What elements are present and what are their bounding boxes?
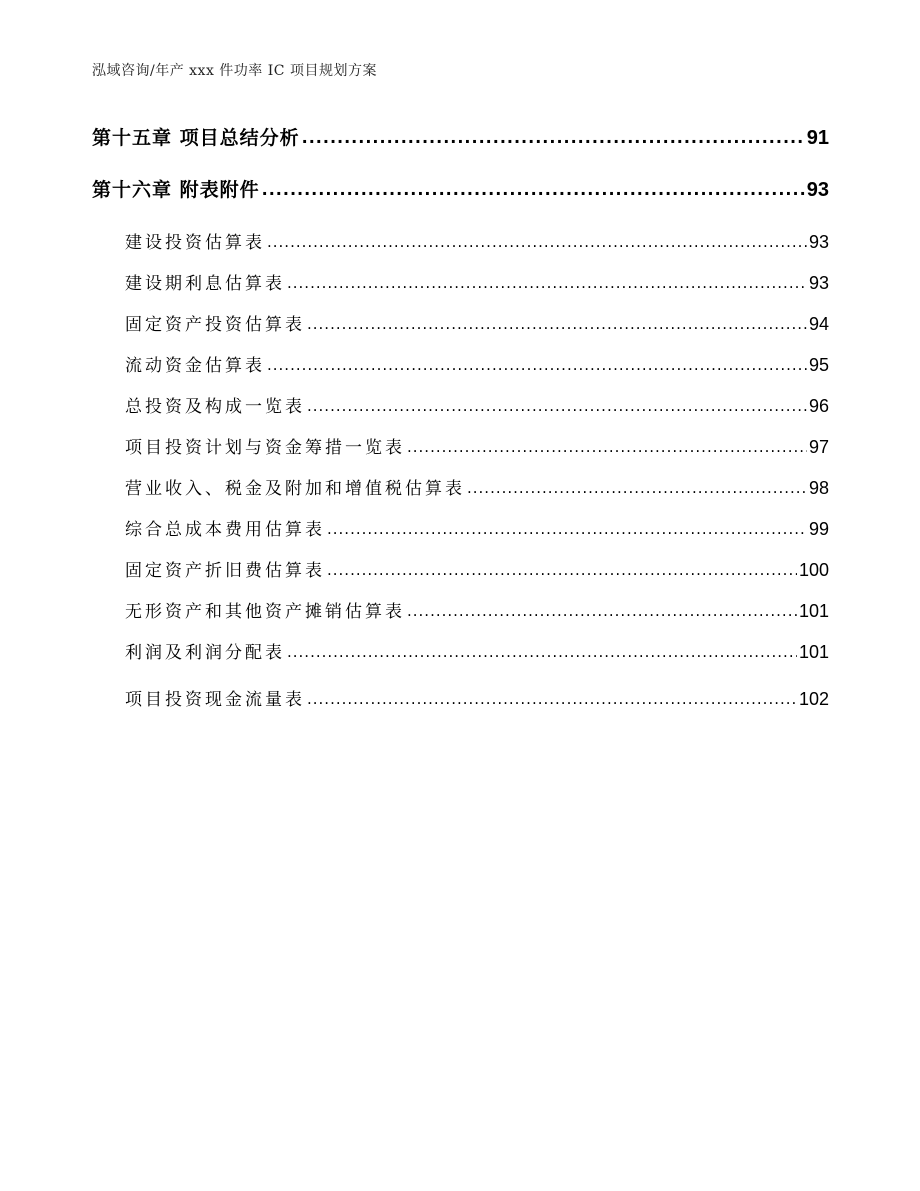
toc-dot-leader xyxy=(407,601,797,621)
toc-page-number: 100 xyxy=(798,560,829,580)
toc-entry-title: 项目投资计划与资金筹措一览表 xyxy=(125,438,405,458)
toc-dot-leader xyxy=(307,396,807,416)
toc-item[interactable] xyxy=(125,685,829,710)
toc-page-number: 91 xyxy=(806,127,829,149)
toc-item[interactable] xyxy=(125,392,829,417)
toc-entry-title: 建设投资估算表 xyxy=(125,233,265,253)
toc-page-number: 96 xyxy=(808,396,829,416)
toc-dot-leader xyxy=(467,478,807,498)
toc-chapter-15[interactable] xyxy=(92,123,829,150)
toc-item[interactable] xyxy=(125,638,829,663)
toc-dot-leader xyxy=(302,126,805,148)
toc-page-number: 94 xyxy=(808,314,829,334)
toc-page-number: 93 xyxy=(808,273,829,293)
page-header: 泓域咨询/年产 xxx 件功率 IC 项目规划方案 xyxy=(92,63,377,79)
toc-entry-title: 固定资产折旧费估算表 xyxy=(125,561,325,581)
toc-entry-title: 固定资产投资估算表 xyxy=(125,315,305,335)
toc-entry-title: 总投资及构成一览表 xyxy=(125,397,305,417)
toc-dot-leader xyxy=(307,314,807,334)
toc-item[interactable] xyxy=(125,597,829,622)
toc-entry-title: 利润及利润分配表 xyxy=(125,643,285,663)
toc-item[interactable] xyxy=(125,351,829,376)
toc-entry-title: 流动资金估算表 xyxy=(125,356,265,376)
toc-item[interactable] xyxy=(125,556,829,581)
toc-entry-title: 建设期利息估算表 xyxy=(125,274,285,294)
toc-dot-leader xyxy=(407,437,807,457)
toc-entry-title: 无形资产和其他资产摊销估算表 xyxy=(125,602,405,622)
toc-item[interactable] xyxy=(125,269,829,294)
toc-page-number: 102 xyxy=(798,689,829,709)
toc-page-number: 99 xyxy=(808,519,829,539)
toc-item[interactable] xyxy=(125,310,829,335)
toc-item[interactable] xyxy=(125,515,829,540)
toc-entry-title: 项目投资现金流量表 xyxy=(125,690,305,710)
toc-page-number: 93 xyxy=(808,232,829,252)
toc-item[interactable] xyxy=(125,433,829,458)
toc-item[interactable] xyxy=(125,474,829,499)
toc-page-number: 101 xyxy=(798,601,829,621)
toc-dot-leader xyxy=(287,642,797,662)
toc-entry-title: 综合总成本费用估算表 xyxy=(125,520,325,540)
toc-page-number: 93 xyxy=(806,179,829,201)
toc-dot-leader xyxy=(327,519,807,539)
toc-page-number: 97 xyxy=(808,437,829,457)
toc-page-number: 98 xyxy=(808,478,829,498)
toc-page-number: 95 xyxy=(808,355,829,375)
toc-entry-title: 第十六章 附表附件 xyxy=(92,179,260,201)
toc-entry-title: 第十五章 项目总结分析 xyxy=(92,127,300,149)
toc-dot-leader xyxy=(327,560,797,580)
toc-item[interactable] xyxy=(125,228,829,253)
toc-page-number: 101 xyxy=(798,642,829,662)
toc-dot-leader xyxy=(262,178,805,200)
toc-dot-leader xyxy=(307,689,797,709)
toc-dot-leader xyxy=(267,232,807,252)
toc-dot-leader xyxy=(287,273,807,293)
toc-dot-leader xyxy=(267,355,807,375)
toc-chapter-16[interactable] xyxy=(92,175,829,202)
toc-entry-title: 营业收入、税金及附加和增值税估算表 xyxy=(125,479,465,499)
